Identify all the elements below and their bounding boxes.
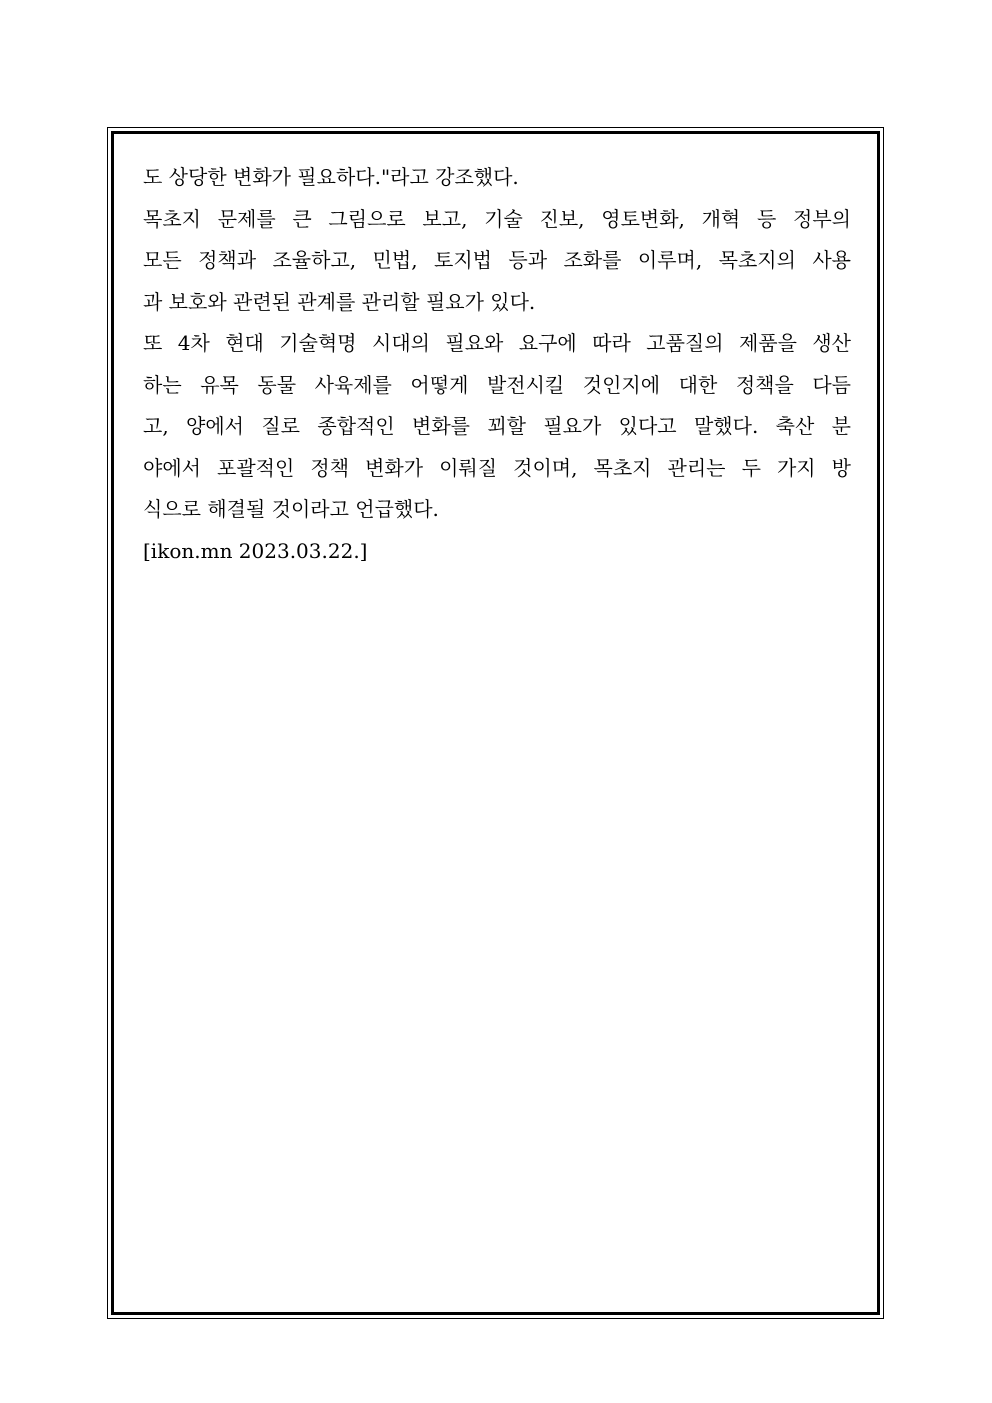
article-line-9: 식으로 해결될 것이라고 언급했다.	[143, 497, 439, 521]
article-line-4: 과 보호와 관련된 관계를 관리할 필요가 있다.	[143, 289, 536, 314]
article-line-2: 목초지 문제를 큰 그림으로 보고, 기술 진보, 영토변화, 개혁 등 정부의	[143, 206, 851, 231]
article-line-8: 야에서 포괄적인 정책 변화가 이뤄질 것이며, 목초지 관리는 두 가지 방	[143, 455, 851, 480]
article-line-7: 고, 양에서 질로 종합적인 변화를 꾀할 필요가 있다고 말했다. 축산 분	[143, 414, 851, 438]
article-line-3: 모든 정책과 조율하고, 민법, 토지법 등과 조화를 이루며, 목초지의 사용	[143, 248, 851, 272]
article-body	[143, 157, 851, 572]
article-line-6: 하는 유목 동물 사육제를 어떻게 발전시킬 것인지에 대한 정책을 다듬	[143, 372, 851, 397]
article-line-1: 도 상당한 변화가 필요하다."라고 강조했다.	[143, 165, 519, 189]
article-line-5: 또 4차 현대 기술혁명 시대의 필요와 요구에 따라 고품질의 제품을 생산	[143, 331, 851, 355]
source-citation: [ikon.mn 2023.03.22.]	[143, 538, 368, 563]
